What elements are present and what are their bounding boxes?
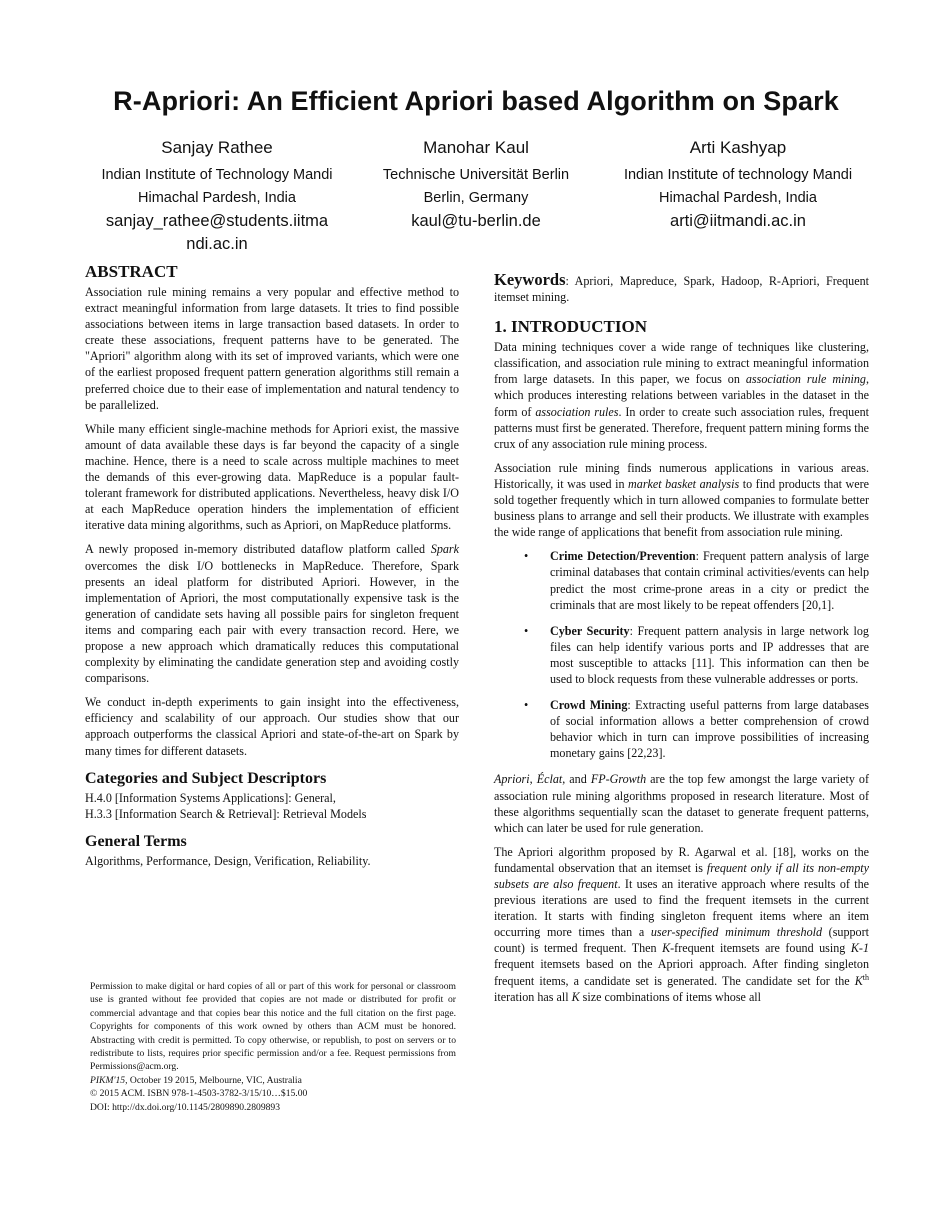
emphasis: Spark xyxy=(430,542,459,557)
list-item-text: : Frequent pattern analysis in large network log files can help identify various ports and IP addresses that are most susceptible to attacks [11]. This information can then be used to block requests from these vulnerable addresses or ports. xyxy=(550,623,869,686)
text-run: , and xyxy=(562,772,591,787)
author-email: sanjay_rathee@students.iitma xyxy=(105,212,329,230)
abstract-paragraph: Association rule mining remains a very popular and effective method to extract meaningful information from large datasets. It tries to find possible associations between items in large transaction based datasets. In order to create these associations, frequent patterns have to be generated. The "Apriori" algorithm along with its set of improved variants, which were one of the earliest proposed frequent pattern generation algorithms still remain a preferred choice due to their ease of implementation and natural tendency to be parallelized. xyxy=(85,285,459,412)
author-location: Berlin, Germany xyxy=(423,190,529,206)
author-name: Sanjay Rathee xyxy=(161,138,273,157)
emphasis: Éclat xyxy=(536,772,563,787)
abstract-paragraph xyxy=(85,541,459,686)
text-run: Association rule mining finds numerous applications in various areas. Historically, it was used in xyxy=(494,460,869,491)
text-run: iteration has all xyxy=(494,989,572,1004)
intro-paragraph xyxy=(494,771,869,835)
author-block xyxy=(86,138,348,256)
list-item-title: Cyber Security xyxy=(550,623,630,638)
bullet-icon: • xyxy=(524,549,529,564)
author-location: Himachal Pardesh, India xyxy=(138,190,296,206)
author-block xyxy=(370,138,582,233)
emphasis: frequent only if all its non-empty subsets are also frequent xyxy=(494,860,869,891)
bullet-icon: • xyxy=(524,623,529,638)
emphasis: association rules xyxy=(535,404,619,419)
text-run: to find products that were sold together frequently which in turn allowed companies to formulate better business plans to arrange and sell their products. We illustrate with examples the wide range of applications that benefit from association rule mining. xyxy=(494,476,869,540)
emphasis: association rule mining xyxy=(745,372,866,387)
category-line: H.3.3 [Information Search & Retrieval]: Retrieval Models xyxy=(85,806,367,821)
text-run: . In order to create such association rules, frequent patterns must first be generated. Therefore, frequent pattern mining forms the crux of any association rule mining process. xyxy=(494,404,869,451)
venue-name: PIKM'15 xyxy=(90,1074,126,1086)
author-name: Manohar Kaul xyxy=(423,138,529,157)
intro-paragraph xyxy=(494,844,869,1005)
copyright-line: © 2015 ACM. ISBN 978-1-4503-3782-3/15/10…$15.00 xyxy=(90,1088,308,1100)
text-run: -frequent itemsets are found using xyxy=(670,941,851,956)
author-email: kaul@tu-berlin.de xyxy=(411,212,541,230)
intro-paragraph xyxy=(494,460,869,540)
emphasis: Apriori xyxy=(494,772,530,787)
author-block xyxy=(608,138,868,233)
list-item-title: Crowd Mining xyxy=(550,698,628,713)
abstract-heading: ABSTRACT xyxy=(85,262,178,281)
text-run: , xyxy=(529,772,537,787)
permission-block xyxy=(90,980,456,1114)
text-run: , which produces interesting relations between variables in the dataset in the form of xyxy=(494,372,870,419)
emphasis: user-specified minimum threshold xyxy=(650,925,823,940)
intro-paragraph xyxy=(494,339,869,452)
keywords xyxy=(494,272,869,305)
author-email-continued: ndi.ac.in xyxy=(186,235,248,253)
introduction-heading: 1. INTRODUCTION xyxy=(494,317,648,337)
text-run: size combinations of items whose all xyxy=(579,989,762,1004)
text-run: The Apriori algorithm proposed by R. Agarwal et al. [18], works on the fundamental observation that an itemset is xyxy=(494,844,869,875)
category-line: H.4.0 [Information Systems Applications]: General, xyxy=(85,790,336,805)
list-item-text: : Extracting useful patterns from large databases of social information allows a better comprehension of crowd behavior which in turn can improve possibilities of increasing monetary gains [22,23]. xyxy=(550,698,870,761)
doi-line: DOI: http://dx.doi.org/10.1145/2809890.2809893 xyxy=(90,1101,281,1113)
keywords-label: Keywords xyxy=(494,270,566,289)
text-run: overcomes the disk I/O bottlenecks in MapReduce. Therefore, Spark presents an ideal platform for distributed Apriori. However, in the implementation of Apriori, the most computationally expensive task is the generation of candidate sets having all possible pairs for singleton frequent items and comparing each pair with every transaction record. Here, we propose a new approach which dramatically reduces this computational complexity by eliminating the candidate generation step and avoiding costly comparisons. xyxy=(85,558,459,686)
left-column xyxy=(85,262,459,869)
emphasis: K-1 xyxy=(850,941,869,956)
abstract-paragraph: While many efficient single-machine methods for Apriori exist, the massive amount of data available these days is far beyond the capacity of a single machine. Hence, there is a need to scale across multiple machines to meet the demands of this ever-growing data. MapReduce is a popular fault-tolerant framework for distributed applications. Nevertheless, heavy disk I/O at each MapReduce operation hinders the implementation of efficient iterative data mining algorithms, such as Apriori, on MapReduce platforms. xyxy=(85,421,459,533)
list-item-text: : Frequent pattern analysis of large criminal databases that contain criminal activities/events can help predict the most crime-prone areas in a city or predict the criminals that are most likely to be repeat offenders [20,1]. xyxy=(550,549,869,612)
text-run: frequent itemsets based on the Apriori approach. After finding singleton frequent items, a candidate set is generated. The candidate set for the xyxy=(494,957,869,988)
bullet-icon: • xyxy=(524,698,529,713)
author-affiliation: Indian Institute of technology Mandi xyxy=(623,167,853,183)
list-item xyxy=(494,548,869,612)
emphasis: market basket analysis xyxy=(628,476,740,491)
emphasis: K xyxy=(662,941,671,956)
author-affiliation: Indian Institute of Technology Mandi xyxy=(101,167,333,183)
keywords-text: : Apriori, Mapreduce, Spark, Hadoop, R-Apriori, Frequent itemset mining. xyxy=(494,274,869,305)
superscript: th xyxy=(862,972,869,982)
text-run: Data mining techniques cover a wide range of techniques like clustering, classification, and association rule mining to extract meaningful information from large datasets. In this paper, we focus on xyxy=(494,340,869,387)
list-item xyxy=(494,623,869,687)
list-item xyxy=(494,697,869,761)
author-name: Arti Kashyap xyxy=(689,138,787,157)
author-email: arti@iitmandi.ac.in xyxy=(670,212,806,230)
abstract-paragraph: We conduct in-depth experiments to gain insight into the effectiveness, efficiency and scalability of our approach. Our studies show that our approach outperforms the classical Apriori and state-of-the-art on Spark by many times for different datasets. xyxy=(85,695,459,758)
author-affiliation: Technische Universität Berlin xyxy=(382,167,570,183)
emphasis: FP-Growth xyxy=(590,772,647,787)
text-run: . It uses an iterative approach where results of the previous iterations are used to find the frequent itemsets in the current iteration. It starts with finding singleton frequent items where an item occurring more times than a xyxy=(494,877,869,940)
general-terms-heading: General Terms xyxy=(85,832,187,850)
right-column xyxy=(494,272,869,1013)
list-item-title: Crime Detection/Prevention xyxy=(550,549,696,564)
text-run: A newly proposed in-memory distributed dataflow platform called xyxy=(85,542,431,557)
permission-text: Permission to make digital or hard copies of all or part of this work for personal or classroom use is granted without fee provided that copies are not made or distributed for profit or commercial advantage and that copies bear this notice and the full citation on the first page. Copyrights for components of this work owned by others than ACM must be honored. Abstracting with credit is permitted. To copy otherwise, or republish, to post on servers or to redistribute to lists, requires prior specific permission and/or a fee. Request permissions from Permissions@acm.org. xyxy=(90,981,456,1073)
venue-line xyxy=(90,1074,456,1087)
text-run: are the top few amongst the large variety of association rule mining algorithms proposed in research literature. Most of these algorithms sequentially scan the dataset to generate frequent patterns, which can later be used for rule generation. xyxy=(494,772,869,835)
author-location: Himachal Pardesh, India xyxy=(659,190,817,206)
venue-details: , October 19 2015, Melbourne, VIC, Australia xyxy=(125,1074,302,1086)
text-run: (support count) is termed frequent. Then xyxy=(494,925,869,956)
general-terms-text: Algorithms, Performance, Design, Verification, Reliability. xyxy=(85,853,371,868)
emphasis: K xyxy=(854,973,863,988)
categories-heading: Categories and Subject Descriptors xyxy=(85,769,327,787)
emphasis: K xyxy=(571,989,580,1004)
paper-title: R-Apriori: An Efficient Apriori based Algorithm on Spark xyxy=(113,86,839,116)
